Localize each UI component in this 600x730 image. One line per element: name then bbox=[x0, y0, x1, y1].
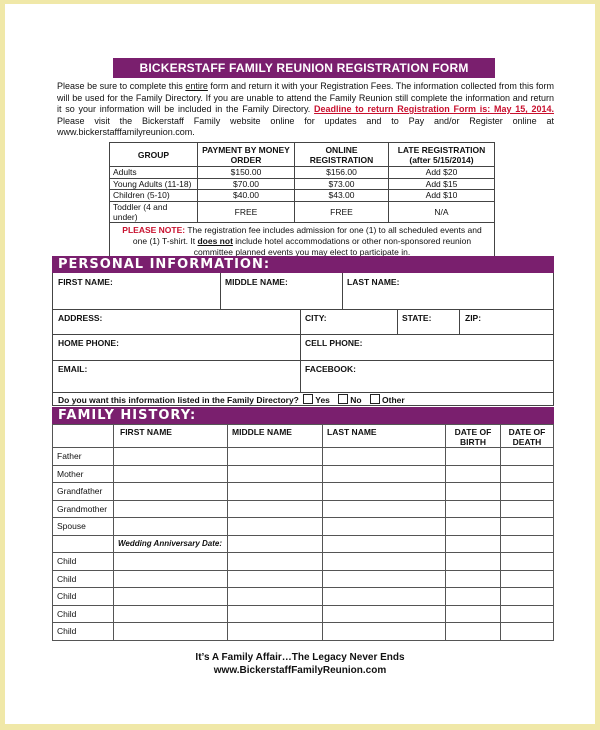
table-cell: Father bbox=[53, 448, 114, 466]
table-cell[interactable] bbox=[446, 605, 501, 623]
divider bbox=[342, 273, 343, 309]
table-cell[interactable] bbox=[446, 553, 501, 571]
home-phone-field[interactable]: HOME PHONE: bbox=[58, 338, 119, 348]
divider bbox=[52, 334, 554, 335]
intro-paragraph: Please be sure to complete this entire form and return it with your Registration Fees. The information collected from this form will be used for the Family Directory. If you are unable to attend the Family Reunion still complete the information and return it so your information will be included in the Family Directory. Deadline to return Registration Form is: May 15, 2014. Please visit the Bickerstaff Family website online for updates and to Pay and/or Register online at www.bickerstafffamilyreunion.com. bbox=[57, 81, 555, 137]
table-cell[interactable] bbox=[323, 605, 446, 623]
wedding-anniversary-label: Wedding Anniversary Date: bbox=[114, 535, 228, 553]
divider bbox=[397, 309, 398, 334]
fees-row bbox=[110, 178, 495, 190]
table-cell: Child bbox=[53, 588, 114, 606]
fees-header: ONLINE REGISTRATION bbox=[295, 143, 389, 167]
table-row bbox=[110, 222, 495, 260]
table-cell[interactable] bbox=[446, 623, 501, 641]
table-cell[interactable] bbox=[114, 588, 228, 606]
table-row bbox=[53, 535, 554, 553]
table-cell[interactable] bbox=[228, 448, 323, 466]
table-cell: Grandfather bbox=[53, 483, 114, 501]
table-cell: $40.00 bbox=[198, 190, 295, 202]
table-cell: Child bbox=[53, 553, 114, 571]
table-cell: $150.00 bbox=[198, 167, 295, 179]
state-field[interactable]: STATE: bbox=[402, 313, 432, 323]
table-cell: Add $15 bbox=[389, 178, 495, 190]
table-cell[interactable] bbox=[323, 483, 446, 501]
fees-row bbox=[110, 190, 495, 202]
deadline-text: Deadline to return Registration Form is: May 15, 2014. bbox=[314, 104, 555, 114]
table-cell[interactable] bbox=[501, 570, 554, 588]
yes-checkbox[interactable] bbox=[303, 394, 313, 404]
table-cell[interactable] bbox=[114, 448, 228, 466]
table-cell: FREE bbox=[198, 201, 295, 222]
table-cell[interactable] bbox=[228, 570, 323, 588]
table-cell[interactable] bbox=[114, 465, 228, 483]
table-cell: $43.00 bbox=[295, 190, 389, 202]
table-cell: Toddler (4 and under) bbox=[110, 201, 198, 222]
table-cell: Child bbox=[53, 623, 114, 641]
fees-header: PAYMENT BY MONEY ORDER bbox=[198, 143, 295, 167]
divider bbox=[459, 309, 460, 334]
fees-table bbox=[109, 142, 495, 261]
table-cell[interactable] bbox=[501, 623, 554, 641]
col-first-name: FIRST NAME bbox=[114, 425, 228, 448]
directory-question: Do you want this information listed in the Family Directory? Yes No Other bbox=[58, 395, 405, 405]
other-checkbox[interactable] bbox=[370, 394, 380, 404]
entire-emphasis: entire bbox=[185, 81, 208, 91]
family-history-heading: FAMILY HISTORY: bbox=[52, 407, 554, 424]
table-cell: Young Adults (11-18) bbox=[110, 178, 198, 190]
table-cell: Add $10 bbox=[389, 190, 495, 202]
table-cell: Child bbox=[53, 570, 114, 588]
table-cell[interactable] bbox=[323, 448, 446, 466]
middle-name-field[interactable]: MIDDLE NAME: bbox=[225, 277, 288, 287]
table-cell[interactable] bbox=[228, 465, 323, 483]
yes-label: Yes bbox=[315, 395, 330, 405]
table-row bbox=[53, 570, 554, 588]
table-row bbox=[53, 483, 554, 501]
footer-tagline: It’s A Family Affair…The Legacy Never Ends bbox=[195, 652, 405, 663]
facebook-field[interactable]: FACEBOOK: bbox=[305, 364, 356, 374]
table-cell: $73.00 bbox=[295, 178, 389, 190]
table-cell: Mother bbox=[53, 465, 114, 483]
table-cell[interactable] bbox=[323, 500, 446, 518]
table-cell: Children (5-10) bbox=[110, 190, 198, 202]
no-label: No bbox=[350, 395, 362, 405]
last-name-field[interactable]: LAST NAME: bbox=[347, 277, 400, 287]
table-cell[interactable] bbox=[114, 623, 228, 641]
table-cell[interactable] bbox=[501, 448, 554, 466]
table-cell: N/A bbox=[389, 201, 495, 222]
table-row bbox=[53, 588, 554, 606]
table-row bbox=[53, 553, 554, 571]
table-row bbox=[110, 143, 495, 167]
table-cell: $156.00 bbox=[295, 167, 389, 179]
table-row bbox=[53, 465, 554, 483]
table-cell[interactable] bbox=[501, 588, 554, 606]
personal-info-heading: PERSONAL INFORMATION: bbox=[52, 256, 554, 273]
fees-row bbox=[110, 167, 495, 179]
table-cell[interactable] bbox=[501, 500, 554, 518]
divider bbox=[52, 360, 554, 361]
city-field[interactable]: CITY: bbox=[305, 313, 327, 323]
col-date-of-birth: DATE OF BIRTH bbox=[446, 425, 501, 448]
table-row bbox=[53, 500, 554, 518]
table-cell[interactable] bbox=[228, 535, 323, 553]
table-cell[interactable] bbox=[446, 588, 501, 606]
table-cell[interactable] bbox=[228, 500, 323, 518]
table-cell[interactable] bbox=[228, 588, 323, 606]
fees-row bbox=[110, 201, 495, 222]
table-cell[interactable] bbox=[446, 483, 501, 501]
table-cell: FREE bbox=[295, 201, 389, 222]
table-row bbox=[53, 605, 554, 623]
table-cell[interactable] bbox=[446, 448, 501, 466]
fees-note: PLEASE NOTE: The registration fee includes admission for one (1) to all scheduled events and one (1) T-shirt. It does not include hotel accommodations or other non-sponsored reunion committee planned events you may elect to participate in. bbox=[110, 222, 495, 260]
divider bbox=[52, 392, 554, 393]
col-middle-name: MIDDLE NAME bbox=[228, 425, 323, 448]
divider bbox=[300, 309, 301, 392]
table-cell bbox=[53, 425, 114, 448]
email-field[interactable]: EMAIL: bbox=[58, 364, 88, 374]
table-cell[interactable] bbox=[446, 518, 501, 536]
table-row bbox=[53, 518, 554, 536]
table-cell[interactable] bbox=[323, 623, 446, 641]
table-cell[interactable] bbox=[228, 605, 323, 623]
table-cell[interactable] bbox=[446, 570, 501, 588]
table-cell[interactable] bbox=[323, 518, 446, 536]
table-cell[interactable] bbox=[114, 483, 228, 501]
no-checkbox[interactable] bbox=[338, 394, 348, 404]
table-cell[interactable] bbox=[228, 483, 323, 501]
table-cell[interactable] bbox=[501, 553, 554, 571]
table-cell[interactable] bbox=[446, 535, 501, 553]
table-cell[interactable] bbox=[501, 483, 554, 501]
table-row bbox=[53, 623, 554, 641]
table-cell: $70.00 bbox=[198, 178, 295, 190]
first-name-field[interactable]: FIRST NAME: bbox=[58, 277, 113, 287]
table-cell[interactable] bbox=[114, 518, 228, 536]
table-cell[interactable] bbox=[323, 570, 446, 588]
table-row bbox=[53, 448, 554, 466]
zip-field[interactable]: ZIP: bbox=[465, 313, 482, 323]
table-cell[interactable] bbox=[501, 465, 554, 483]
fees-header: GROUP bbox=[110, 143, 198, 167]
table-row bbox=[53, 425, 554, 448]
table-cell[interactable] bbox=[228, 518, 323, 536]
cell-phone-field[interactable]: CELL PHONE: bbox=[305, 338, 363, 348]
table-cell[interactable] bbox=[323, 465, 446, 483]
table-cell[interactable] bbox=[323, 535, 446, 553]
table-cell[interactable] bbox=[228, 623, 323, 641]
personal-info-box bbox=[52, 273, 554, 406]
family-history-table bbox=[52, 424, 554, 641]
table-cell[interactable] bbox=[114, 553, 228, 571]
table-cell[interactable] bbox=[114, 570, 228, 588]
table-cell: Child bbox=[53, 605, 114, 623]
table-cell[interactable] bbox=[114, 500, 228, 518]
footer-website-link[interactable]: www.BickerstaffFamilyReunion.com bbox=[213, 665, 387, 676]
col-date-of-death: DATE OF DEATH bbox=[501, 425, 554, 448]
divider bbox=[52, 309, 554, 310]
fees-header: LATE REGISTRATION (after 5/15/2014) bbox=[389, 143, 495, 167]
table-cell[interactable] bbox=[228, 553, 323, 571]
table-cell[interactable] bbox=[501, 605, 554, 623]
table-cell[interactable] bbox=[446, 465, 501, 483]
divider bbox=[220, 273, 221, 309]
table-cell: Grandmother bbox=[53, 500, 114, 518]
address-field[interactable]: ADDRESS: bbox=[58, 313, 103, 323]
table-cell[interactable] bbox=[323, 588, 446, 606]
table-cell[interactable] bbox=[446, 500, 501, 518]
other-label: Other bbox=[382, 395, 405, 405]
table-cell: Adults bbox=[110, 167, 198, 179]
table-cell: Add $20 bbox=[389, 167, 495, 179]
table-cell: Spouse bbox=[53, 518, 114, 536]
table-cell[interactable] bbox=[323, 553, 446, 571]
table-cell[interactable] bbox=[501, 535, 554, 553]
table-cell bbox=[53, 535, 114, 553]
col-last-name: LAST NAME bbox=[323, 425, 446, 448]
table-cell[interactable] bbox=[114, 605, 228, 623]
form-title: BICKERSTAFF FAMILY REUNION REGISTRATION FORM bbox=[113, 58, 495, 78]
table-cell[interactable] bbox=[501, 518, 554, 536]
